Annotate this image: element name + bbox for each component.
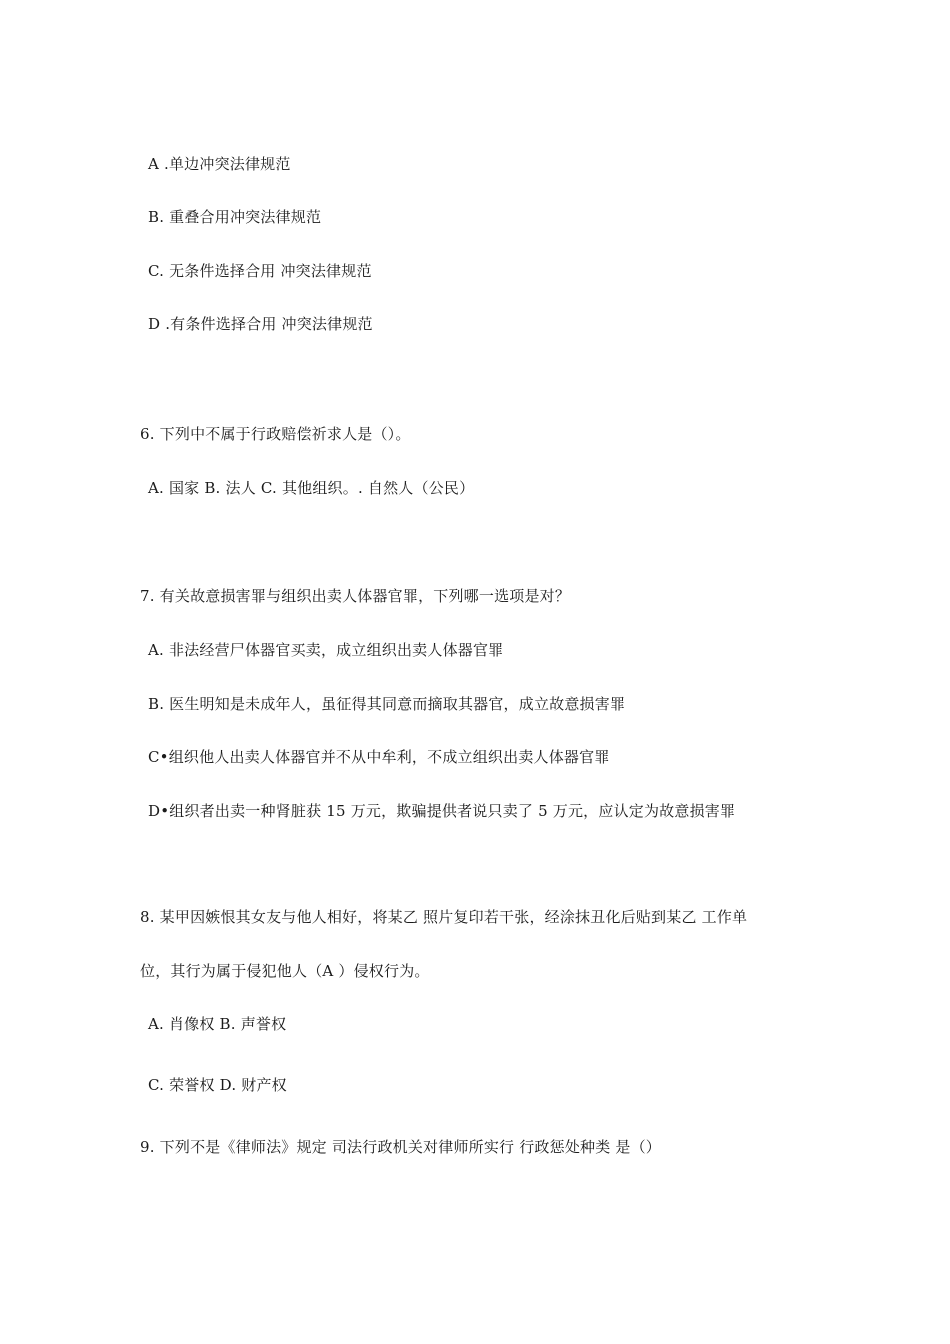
q6-stem: 6. 下列中不属于行政赔偿祈求人是（）。 (140, 425, 411, 443)
q8-stem-line-1: 8. 某甲因嫉恨其女友与他人相好，将某乙 照片复印若干张，经涂抹丑化后贴到某乙 工作单 (140, 908, 748, 926)
q5-option-d: D .有条件选择合用 冲突法律规范 (148, 315, 373, 333)
q7-stem: 7. 有关故意损害罪与组织出卖人体器官罪，下列哪一选项是对？ (140, 587, 571, 605)
q5-option-c: C. 无条件选择合用 冲突法律规范 (148, 262, 372, 280)
q8-option-ab: A. 肖像权 B. 声誉权 (148, 1015, 287, 1033)
q7-option-b: B. 医生明知是未成年人，虽征得其同意而摘取其器官，成立故意损害罪 (148, 695, 626, 713)
q5-option-b: B. 重叠合用冲突法律规范 (148, 208, 322, 226)
q6-options: A. 国家 B. 法人 C. 其他组织。. 自然人（公民） (148, 479, 475, 497)
q7-option-c: C•组织他人出卖人体器官并不从中牟利，不成立组织出卖人体器官罪 (148, 748, 610, 766)
q5-option-a: A .单边冲突法律规范 (148, 155, 291, 173)
q9-stem: 9. 下列不是《律师法》规定 司法行政机关对律师所实行 行政惩处种类 是（） (140, 1138, 661, 1156)
q8-stem-line-2: 位，其行为属于侵犯他人（A ）侵权行为。 (140, 962, 430, 980)
q8-option-cd: C. 荣誉权 D. 财产权 (148, 1076, 287, 1094)
q7-option-d: D•组织者出卖一种肾脏获 15 万元，欺骗提供者说只卖了 5 万元，应认定为故意损害罪 (148, 802, 736, 820)
q7-option-a: A. 非法经营尸体器官买卖，成立组织出卖人体器官罪 (148, 641, 504, 659)
